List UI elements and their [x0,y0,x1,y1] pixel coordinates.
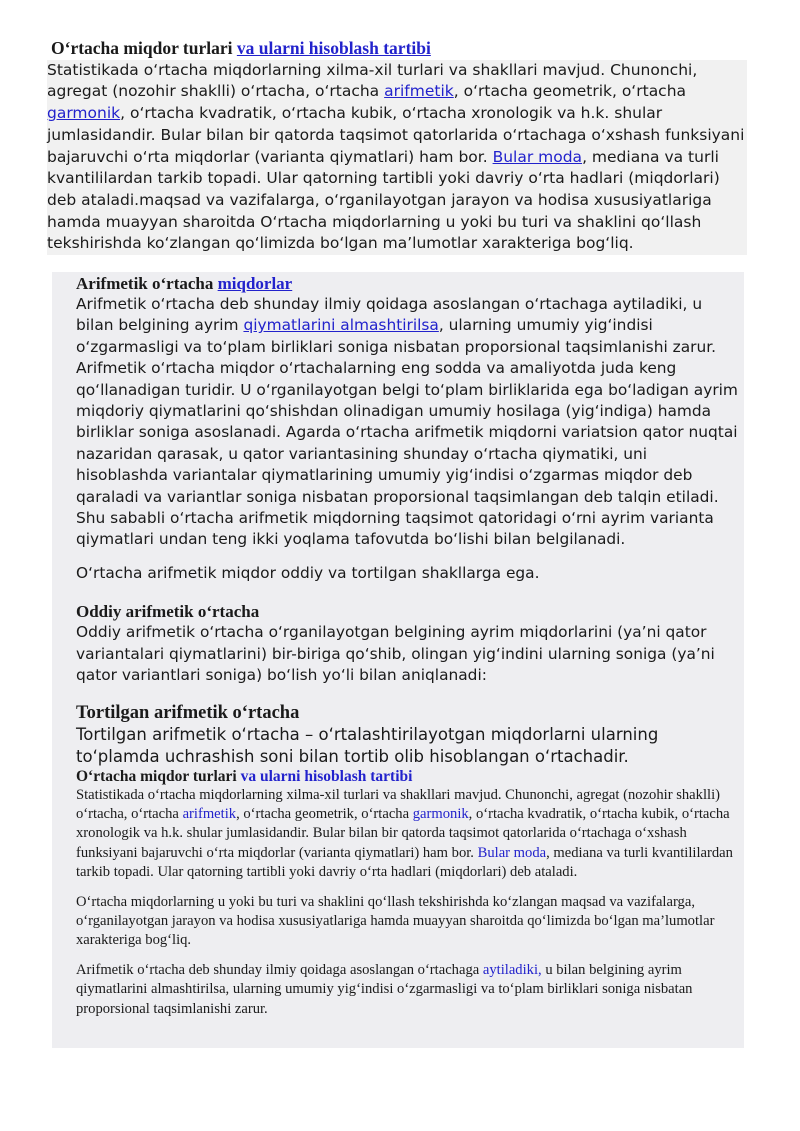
intro-heading [47,38,747,60]
subheading-tortilgan: Tortilgan arifmetik o‘rtacha [76,702,300,723]
subheading-oddiy: Oddiy arifmetik o‘rtacha [76,602,260,622]
intro-block [47,38,747,255]
intro-heading-link[interactable]: va ularni hisoblash tartibi [236,38,431,58]
oddiy-paragraph: Oddiy arifmetik o‘rtacha o‘rganilayotgan belgining ayrim miqdorlarini (ya’ni qator variantalari qiymatlarini) bir-biriga qo‘shib, olingan yig‘indini ularning soniga (ya’ni qator variantlari soniga) bo‘lish yo‘li bilan aniqlanadi: [76,623,715,685]
intro-paragraph [47,60,747,255]
rep-text-c: , o‘rtacha kvadratik, o‘rtacha kubik, o‘rtacha xronologik va h.k. shular jumlasidandir. Bular bilan bir qatorda taqsimot qatorlarida o‘rtachaga o‘xshash funksiyani bajaruvchi o‘rta miqdorlar (varianta qiymatlari) ham bor. [76,805,730,861]
section-content [76,272,741,1019]
rep-link-aytiladiki[interactable]: aytiladiki, [482,961,542,978]
section-body [76,294,741,584]
def-text-a: Arifmetik o‘rtacha deb shunday ilmiy qoidaga asoslangan o‘rtachaga aytiladiki, u bilan belgining ayrim [76,295,703,335]
link-qiymatlarini[interactable]: qiymatlarini almashtirilsa [243,316,439,335]
section-title-text: Arifmetik o‘rtacha [76,274,214,293]
section-title [76,274,741,294]
forms-paragraph: O‘rtacha arifmetik miqdor oddiy va tortilgan shakllarga ega. [76,563,540,582]
section-title-link[interactable]: miqdorlar [217,274,293,293]
definition-paragraph [76,294,741,358]
repeat-body [76,786,741,1019]
intro-heading-text: O‘rtacha miqdor turlari [51,38,233,58]
rep3-text-a: Arifmetik o‘rtacha deb shunday ilmiy qoidaga asoslangan o‘rtachaga [76,961,480,978]
repeat-paragraph-1 [76,786,741,883]
rep-link-bular-moda[interactable]: Bular moda [477,844,547,861]
rep3-text-b: u bilan belgining ayrim qiymatlarini almashtirilsa, ularning umumiy yig‘indisi o‘zgarmasligi va to‘plam birliklari soniga nisbatan proporsional taqsimlanishi zarur. [76,961,693,1017]
repeat-paragraph-2: O‘rtacha miqdorlarning u yoki bu turi va shaklini qo‘llash tekshirishda ko‘zlangan maqsad va vazifalarga, o‘rganilayotgan jarayon va hodisa xususiyatlariga hamda muayyan sharoitda qo‘limizda bo‘lgan ma’lumotlar xarakteriga bog‘liq. [76,893,715,949]
intro-text-c: , o‘rtacha kvadratik, o‘rtacha kubik, o‘rtacha xronologik va h.k. shular jumlasidandir. Bular bilan bir qatorda taqsimot qatorlarida o‘rtachaga o‘xshash funksiyani bajaruvchi o‘rta miqdorlar (varianta qiymatlari) ham bor. [47,104,745,166]
section-block [52,272,744,1048]
link-arifmetik[interactable]: arifmetik [384,82,454,101]
repeat-heading-text: O‘rtacha miqdor turlari [76,767,237,785]
rep-text-d: , mediana va turli kvantililardan tarkib topadi. Ular qatorning tartibli yoki davriy o‘rta hadlari (miqdorlari) deb ataladi. [76,844,733,881]
rep-link-arifmetik[interactable]: arifmetik [182,805,237,822]
intro-text-a: Statistikada o‘rtacha miqdorlarning xilma-xil turlari va shakllari mavjud. Chunonchi, agregat (nozohir shaklli) o‘rtacha, o‘rtacha [47,60,698,101]
rep-text-a: Statistikada o‘rtacha miqdorlarning xilma-xil turlari va shakllari mavjud. Chunonchi, agregat (nozohir shaklli) o‘rtacha, o‘rtacha [76,786,720,822]
intro-text-b: , o‘rtacha geometrik, o‘rtacha [453,82,687,101]
repeat-heading [76,768,741,786]
link-bular-moda[interactable]: Bular moda [492,147,583,166]
rep-link-garmonik[interactable]: garmonik [412,805,469,822]
rep-text-b: , o‘rtacha geometrik, o‘rtacha [236,805,410,822]
link-garmonik[interactable]: garmonik [47,104,121,123]
intro-text-d: , mediana va turli kvantililardan tarkib topadi. Ular qatorning tartibli yoki davriy o‘rta hadlari (miqdorlari) deb ataladi.maqsad va vazifalarga, o‘rganilayotgan jarayon va hodisa xususiyatlariga hamda muayyan sharoitda O‘rtacha miqdorlarning u yoki bu turi va shaklini qo‘llash tekshirishda ko‘zlangan qo‘limizda bo‘lgan ma’lumotlar xarakteriga bog‘liq. [47,147,720,253]
tortilgan-paragraph: Tortilgan arifmetik o‘rtacha – o‘rtalashtirilayotgan miqdorlarni ularning to‘plamda uchrashish soni bilan tortib olib hisoblangan o‘rtachadir. [76,724,659,766]
repeat-paragraph-3 [76,961,741,1019]
def-text-b: , ularning umumiy yig‘indisi o‘zgarmasligi va to‘plam birliklari soniga nisbatan proporsional taqsimlanishi zarur. [76,316,717,356]
explanation-paragraph: Arifmetik o‘rtacha miqdor o‘rtachalarning eng sodda va amaliyotda juda keng qo‘llanadigan turidir. U o‘rganilayotgan belgi to‘plam birliklarida ega bo‘ladigan ayrim miqdoriy qiymatlarini qo‘shishdan olinadigan umumiy hosilaga (yig‘indiga) hamda birliklar soniga asoslanadi. Agarda o‘rtacha arifmetik miqdorni variatsion qator nuqtai nazaridan qarasak, u qator variantasining shunday o‘rtacha qiymatiki, uni hisoblashda variantalar qiymatlarining umumiy yig‘indisi o‘zgarmas miqdor deb qaraladi va variantlar soniga nisbatan proporsional taqsimlangan deb talqin etiladi. Shu sababli o‘rtacha arifmetik miqdorning taqsimot qatoridagi o‘rni ayrim varianta qiymatlari undan teng ikki yoqlama tafovutda bo‘lishi bilan belgilanadi. [76,359,738,549]
repeat-heading-link[interactable]: va ularni hisoblash tartibi [240,767,413,785]
